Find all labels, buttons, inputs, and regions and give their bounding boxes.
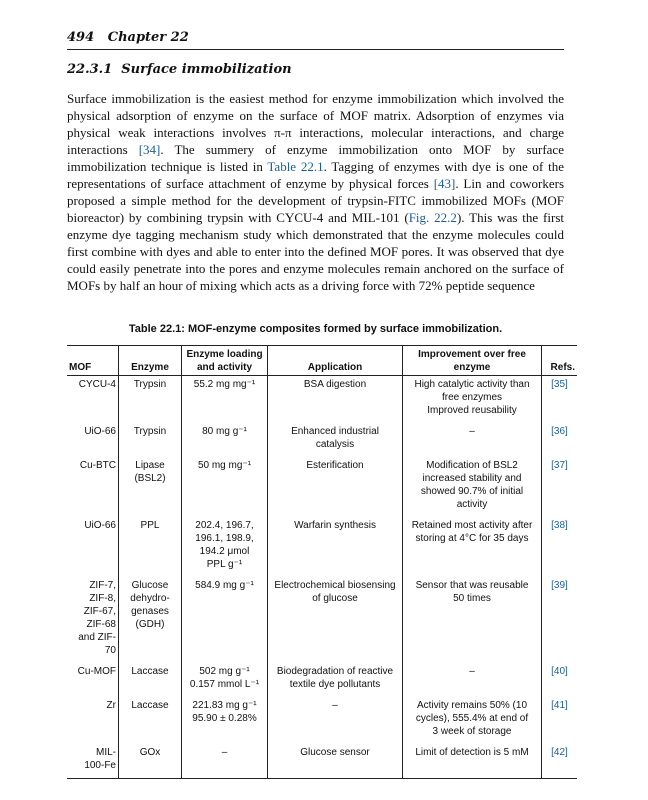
- paragraph-text: . The summery of enzyme immobilization onto MOF by surface immobilization technique is listed in: [67, 142, 564, 174]
- cell-application: BSA digestion: [268, 376, 403, 424]
- cell-improvement: Limit of detection is 5 mM: [403, 744, 542, 779]
- cell-loading: –: [182, 744, 268, 779]
- cell-ref-link[interactable]: [41]: [551, 700, 568, 711]
- body-paragraph: [67, 90, 564, 294]
- header-enzyme: Enzyme: [119, 346, 182, 376]
- cell-enzyme: PPL: [119, 517, 182, 577]
- cell-loading: 55.2 mg mg⁻¹: [182, 376, 268, 424]
- cell-enzyme: Laccase: [119, 697, 182, 744]
- cell-enzyme: Lipase (BSL2): [119, 457, 182, 517]
- cell-ref-link[interactable]: [39]: [551, 580, 568, 591]
- cell-enzyme: GOx: [119, 744, 182, 779]
- table-row: [67, 423, 577, 457]
- cell-ref-link[interactable]: [36]: [551, 426, 568, 437]
- figure-link[interactable]: Fig. 22.2: [408, 210, 457, 225]
- cell-mof: Zr: [67, 697, 119, 744]
- table-row: [67, 577, 577, 663]
- table-row: [67, 697, 577, 744]
- header-loading: Enzyme loading and activity: [182, 346, 268, 376]
- cell-application: Biodegradation of reactive textile dye pollutants: [268, 663, 403, 697]
- cell-application: Electrochemical biosensing of glucose: [268, 577, 403, 663]
- paragraph-text: ). This was the first enzyme dye tagging mechanism study which demonstrated that the enzyme molecules could first combine with dyes and able to enter into the defined MOF pores. It was observed that dye could easily penetrate into the pores and enzyme molecules remain anchored on the surface of MOFs by half an hour of mixing which acts as a driving force with 72% peptide sequence: [67, 210, 565, 293]
- cell-ref-link[interactable]: [38]: [551, 520, 568, 531]
- cell-ref-link[interactable]: [35]: [551, 379, 568, 390]
- section-title: Surface immobilization: [121, 62, 292, 77]
- table-row: [67, 744, 577, 779]
- paragraph-text: . Lin and coworkers proposed a simple method for the development of trypsin-FITC immobilized MOFs (MOF bioreactor) by combining trypsin with CYCU-4 and MIL-101 (: [67, 176, 564, 225]
- cell-application: Warfarin synthesis: [268, 517, 403, 577]
- cell-mof: Cu-MOF: [67, 663, 119, 697]
- section-heading: [67, 62, 564, 77]
- cell-improvement: –: [403, 663, 542, 697]
- chapter-label: Chapter 22: [107, 30, 189, 45]
- cell-improvement: Sensor that was reusable 50 times: [403, 577, 542, 663]
- table-container: [67, 345, 575, 779]
- cell-loading: 202.4, 196.7, 196.1, 198.9, 194.2 μmol PPL g⁻¹: [182, 517, 268, 577]
- cell-mof: Cu-BTC: [67, 457, 119, 517]
- page-number: 494: [67, 30, 95, 45]
- cell-enzyme: Trypsin: [119, 423, 182, 457]
- cell-loading: 50 mg mg⁻¹: [182, 457, 268, 517]
- cell-improvement: High catalytic activity than free enzymes Improved reusability: [403, 376, 542, 424]
- cell-loading: 80 mg g⁻¹: [182, 423, 268, 457]
- cell-loading: 584.9 mg g⁻¹: [182, 577, 268, 663]
- header-mof: MOF: [67, 346, 119, 376]
- cell-application: Enhanced industrial catalysis: [268, 423, 403, 457]
- cell-mof: ZIF-7, ZIF-8, ZIF-67, ZIF-68 and ZIF- 70: [67, 577, 119, 663]
- cell-loading: 221.83 mg g⁻¹ 95.90 ± 0.28%: [182, 697, 268, 744]
- cell-improvement: Activity remains 50% (10 cycles), 555.4% at end of 3 week of storage: [403, 697, 542, 744]
- cell-ref-link[interactable]: [40]: [551, 666, 568, 677]
- cell-mof: CYCU-4: [67, 376, 119, 424]
- cell-improvement: Retained most activity after storing at 4°C for 35 days: [403, 517, 542, 577]
- table-row: [67, 457, 577, 517]
- cell-mof: UiO-66: [67, 423, 119, 457]
- cell-application: –: [268, 697, 403, 744]
- cell-ref-link[interactable]: [42]: [551, 747, 568, 758]
- cell-mof: MIL- 100-Fe: [67, 744, 119, 779]
- table-row: [67, 517, 577, 577]
- running-header: [67, 30, 564, 45]
- cell-improvement: Modification of BSL2 increased stability and showed 90.7% of initial activity: [403, 457, 542, 517]
- table-link[interactable]: Table 22.1: [267, 159, 324, 174]
- cell-mof: UiO-66: [67, 517, 119, 577]
- cell-application: Glucose sensor: [268, 744, 403, 779]
- table-row: [67, 663, 577, 697]
- cell-enzyme: Laccase: [119, 663, 182, 697]
- paragraph-text: . Tagging of enzymes with dye is one of the representations of surface attachment of enzyme by physical forces: [67, 159, 565, 191]
- cell-loading: 502 mg g⁻¹ 0.157 mmol L⁻¹: [182, 663, 268, 697]
- header-application: Application: [268, 346, 403, 376]
- data-table: [67, 345, 577, 779]
- cell-improvement: –: [403, 423, 542, 457]
- header-refs: Refs.: [550, 362, 575, 373]
- cell-ref-link[interactable]: [37]: [551, 460, 568, 471]
- citation-link[interactable]: [43]: [433, 176, 456, 191]
- header-rule: [67, 49, 564, 50]
- header-improvement: Improvement over free enzyme: [403, 346, 542, 376]
- table-row: [67, 376, 577, 424]
- cell-enzyme: Glucose dehydro- genases (GDH): [119, 577, 182, 663]
- citation-link[interactable]: [34]: [138, 142, 161, 157]
- table-caption: Table 22.1: MOF-enzyme composites formed by surface immobilization.: [128, 323, 503, 335]
- table-header-row: [67, 346, 577, 376]
- paragraph-text: Surface immobilization is the easiest method for enzyme immobilization which involved the physical adsorption of enzyme on the surface of MOF matrix. Adsorption of enzymes via physical weak interactions involves π-π interactions, molecular interactions, and charge interactions: [67, 91, 564, 157]
- cell-enzyme: Trypsin: [119, 376, 182, 424]
- cell-application: Esterification: [268, 457, 403, 517]
- section-number: 22.3.1: [67, 62, 113, 77]
